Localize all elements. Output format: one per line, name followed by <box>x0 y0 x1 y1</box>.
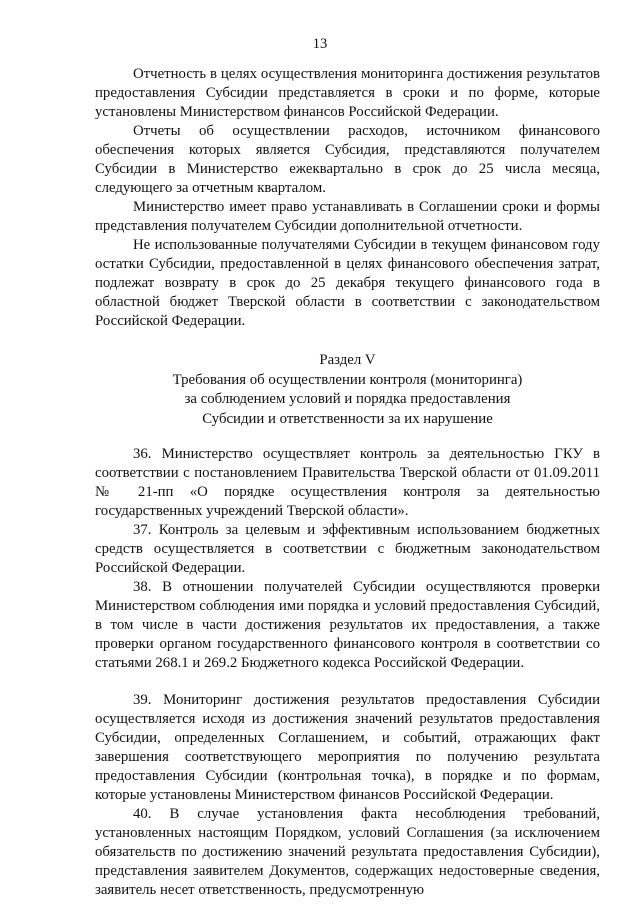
paragraph-expense-reports: Отчеты об осуществлении расходов, источником финансового обеспечения которых является Субсидия, представляются получателем Субсидии в Министерство ежеквартально в срок до 25 числа месяца, следующего за отчетным кварталом. <box>95 123 600 196</box>
section-subtitle-line: за соблюдением условий и порядка предоставления <box>184 391 511 407</box>
page-number: 13 <box>312 36 328 52</box>
paragraph-unused-balances: Не использованные получателями Субсидии в текущем финансовом году остатки Субсидии, предоставленной в целях финансового обеспечения затрат, подлежат возврату в срок до 25 декабря текущего финансового года в областной бюджет Тверской области в соответствии с законодательством Российской Федерации. <box>95 237 600 329</box>
section-subtitle-line: Субсидии и ответственности за их нарушение <box>202 410 493 427</box>
paragraph-item-37: 37. Контроль за целевым и эффективным использованием бюджетных средств осуществляется в соответствии с бюджетным законодательством Российской Федерации. <box>95 522 600 576</box>
paragraph-item-38: 38. В отношении получателей Субсидии осуществляются проверки Министерством соблюдения ими порядка и условий предоставления Субсидий, в том числе в части достижения результатов их предоставления, а также проверки органом государственного финансового контроля в соответствии со статьями 268.1 и 269.2 Бюджетного кодекса Российской Федерации. <box>95 579 600 671</box>
paragraph-reporting-monitoring: Отчетность в целях осуществления мониторинга достижения результатов предоставления Субсидии представляется в сроки и по форме, которые установлены Министерством финансов Российской Федерации. <box>95 66 600 120</box>
paragraph-item-40: 40. В случае установления факта несоблюдения требований, установленных настоящим Порядком, условий Соглашения (за исключением обязательств по достижению значений результата предоставления Субсидии), представления заявителем Документов, содержащих недостоверные сведения, заявитель несет ответственность, предусмотренную <box>95 806 600 898</box>
paragraph-additional-reporting: Министерство имеет право устанавливать в Соглашении сроки и формы представления получателем Субсидии дополнительной отчетности. <box>95 199 600 234</box>
paragraph-item-36: 36. Министерство осуществляет контроль за деятельностью ГКУ в соответствии с постановлением Правительства Тверской области от 01.09.2011 № 21-пп «О порядке осуществления контроля за деятельностью государственных учреждений Тверской области». <box>95 446 600 519</box>
spacer <box>95 429 600 445</box>
section-subtitle-line: Требования об осуществлении контроля (мониторинга) <box>172 371 523 388</box>
spacer <box>95 673 600 691</box>
paragraph-item-39: 39. Мониторинг достижения результатов предоставления Субсидии осуществляется исходя из достижения значений результатов предоставления Субсидии, определенных Соглашением, и событий, отражающих факт завершения соответствующего мероприятия по получению результата предоставления Субсидии (контрольная точка), в порядке и по формам, которые установлены Министерством финансов Российской Федерации. <box>95 692 600 803</box>
document-body <box>95 65 600 900</box>
section-title: Раздел V <box>319 352 376 368</box>
section-heading <box>95 351 600 429</box>
